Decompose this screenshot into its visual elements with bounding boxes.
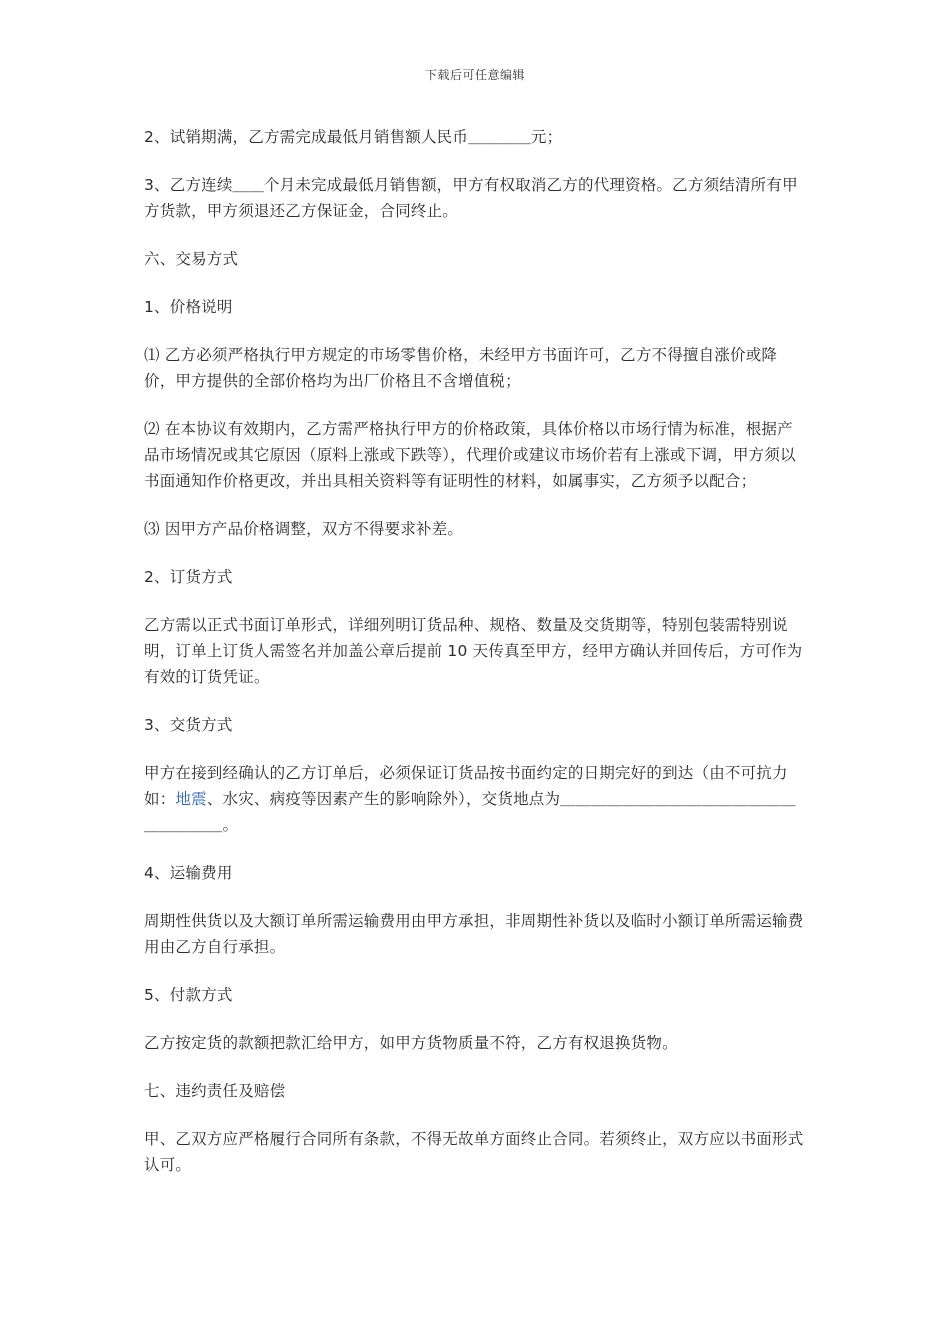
payment-paragraph: 乙方按定货的款额把款汇给甲方，如甲方货物质量不符，乙方有权退换货物。 bbox=[144, 1034, 678, 1052]
transport-paragraph: 周期性供货以及大额订单所需运输费用由甲方承担，非周期性补货以及临时小额订单所需运输费用由乙方自行承担。 bbox=[144, 912, 804, 956]
price-item-1: ⑴ 乙方必须严格执行甲方规定的市场零售价格，未经甲方书面许可，乙方不得擅自涨价或降价，甲方提供的全部价格均为出厂价格且不含增值税； bbox=[144, 346, 778, 390]
subsection-payment-heading: 5、付款方式 bbox=[144, 986, 233, 1004]
section-6-heading: 六、交易方式 bbox=[144, 250, 239, 268]
price-item-3: ⑶ 因甲方产品价格调整，双方不得要求补差。 bbox=[144, 520, 464, 538]
header-note: 下载后可任意编辑 bbox=[424, 68, 525, 82]
delivery-text-end: 、水灾、病疫等因素产生的影响除外），交货地点为＿＿＿＿＿＿＿＿＿＿＿＿＿＿＿＿＿＿＿＿。 bbox=[144, 790, 796, 834]
subsection-transport-heading: 4、运输费用 bbox=[144, 864, 233, 882]
section-7-heading: 七、违约责任及赔偿 bbox=[144, 1082, 286, 1100]
subsection-ordering-heading: 2、订货方式 bbox=[144, 568, 233, 586]
subsection-delivery-heading: 3、交货方式 bbox=[144, 716, 233, 734]
clause-3-termination: 3、乙方连续＿＿个月未完成最低月销售额，甲方有权取消乙方的代理资格。乙方须结清所有甲方货款，甲方须退还乙方保证金，合同终止。 bbox=[144, 176, 798, 220]
ordering-paragraph: 乙方需以正式书面订单形式，详细列明订货品种、规格、数量及交货期等，特别包装需特别说明，订单上订货人需签名并加盖公章后提前 10 天传真至甲方，经甲方确认并回传后，方可作为有效的订货凭证。 bbox=[144, 616, 803, 686]
earthquake-link[interactable]: 地震 bbox=[175, 790, 207, 808]
document-body bbox=[144, 124, 806, 1200]
price-item-2: ⑵ 在本协议有效期内，乙方需严格执行甲方的价格政策，具体价格以市场行情为标准，根据产品市场情况或其它原因（原料上涨或下跌等），代理价或建议市场价若有上涨或下调，甲方须以书面通知作价格更改，并出具相关资料等有证明性的材料，如属事实，乙方须予以配合； bbox=[144, 420, 796, 490]
delivery-paragraph bbox=[144, 760, 806, 838]
delivery-text-start: 甲方在接到经确认的乙方订单后，必须保证订货品按书面约定的日期完好的到达（由不可抗力如： bbox=[144, 764, 788, 808]
clause-2-min-sales: 2、试销期满，乙方需完成最低月销售额人民币＿＿＿＿元； bbox=[144, 128, 563, 146]
liability-paragraph: 甲、乙双方应严格履行合同所有条款，不得无故单方面终止合同。若须终止，双方应以书面形式认可。 bbox=[144, 1130, 804, 1174]
subsection-price-heading: 1、价格说明 bbox=[144, 298, 233, 316]
